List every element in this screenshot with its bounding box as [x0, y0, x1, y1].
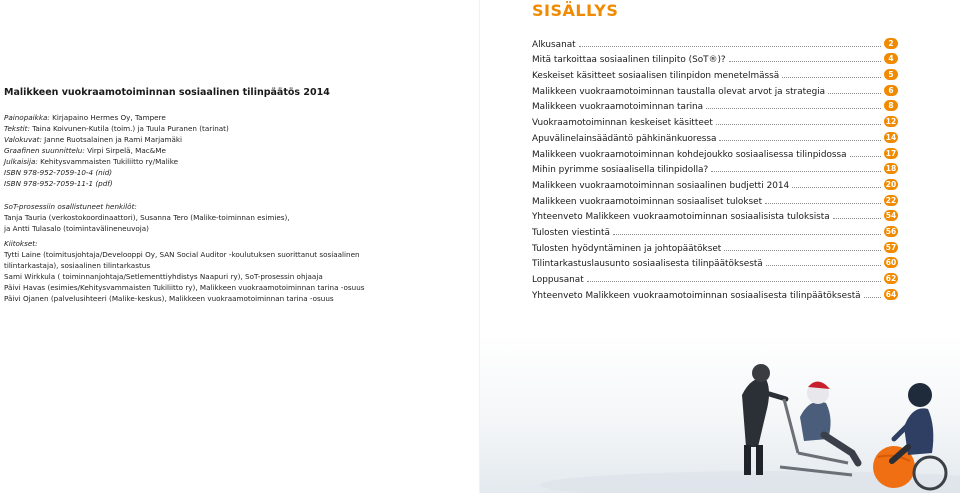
toc-item[interactable] — [532, 191, 898, 207]
graphic-label: Graafinen suunnittelu: — [4, 146, 85, 155]
toc-page-badge: 56 — [885, 226, 897, 236]
toc-dot-leader — [719, 140, 881, 141]
toc-item-label: Tulosten viestintä — [532, 227, 610, 238]
toc-item[interactable] — [532, 112, 898, 128]
toc-dot-leader — [766, 265, 881, 266]
toc-item[interactable] — [532, 285, 898, 301]
toc-dot-leader — [782, 77, 881, 78]
toc-page-badge: 20 — [885, 179, 897, 189]
toc-dot-leader — [864, 297, 881, 298]
graphic-value: Virpi Sirpelä, Mac&Me — [87, 146, 166, 155]
toc-item[interactable] — [532, 144, 898, 160]
toc-page-badge: 5 — [884, 69, 898, 80]
toc-item-label: Alkusanat — [532, 39, 576, 50]
toc-page-badge: 18 — [885, 164, 897, 174]
toc-page-badge: 14 — [885, 132, 897, 142]
toc-item-label: Apuvälinelainsäädäntö pähkinänkuoressa — [532, 133, 717, 144]
printing-value: Kirjapaino Hermes Oy, Tampere — [52, 113, 166, 122]
toc-item[interactable] — [532, 50, 898, 66]
photos-label: Valokuvat: — [4, 135, 42, 144]
toc-list — [532, 34, 898, 301]
toc-dot-leader — [765, 203, 881, 204]
toc-page-badge: 64 — [885, 289, 897, 299]
toc-page-badge: 2 — [884, 38, 898, 49]
toc-item-label: Vuokraamotoiminnan keskeiset käsitteet — [532, 118, 713, 129]
toc-item-label: Malikkeen vuokraamotoiminnan kohdejoukko sosiaalisessa tilinpidossa — [532, 149, 847, 160]
isbn-print: ISBN 978-952-7059-10-4 (nid) — [4, 168, 113, 177]
toc-page-badge: 57 — [885, 242, 897, 252]
toc-item[interactable] — [532, 175, 898, 191]
toc-item[interactable] — [532, 269, 898, 285]
toc-item-label: Mitä tarkoittaa sosiaalinen tilinpito (SoT®)? — [532, 55, 726, 66]
toc-item-label: Mihin pyrimme sosiaalisella tilinpidolla? — [532, 165, 709, 176]
toc-dot-leader — [828, 93, 881, 94]
toc-item-label: Malikkeen vuokraamotoiminnan sosiaalinen budjetti 2014 — [532, 180, 790, 191]
imprint-title: Malikkeen vuokraamotoiminnan sosiaalinen tilinpäätös 2014 — [4, 87, 330, 98]
toc-page-badge: 60 — [885, 258, 897, 268]
toc-page-badge: 12 — [885, 117, 897, 127]
toc-item[interactable] — [532, 222, 898, 238]
toc-dot-leader — [724, 250, 881, 251]
toc-page-badge: 8 — [884, 100, 898, 111]
toc-page-badge: 6 — [884, 85, 898, 96]
toc-item[interactable] — [532, 128, 898, 144]
toc-item-label: Tulosten hyödyntäminen ja johtopäätökset — [532, 243, 722, 254]
toc-item[interactable] — [532, 207, 898, 223]
texts-value: Taina Koivunen-Kutila (toim.) ja Tuula Puranen (tarinat) — [32, 124, 229, 133]
toc-dot-leader — [716, 124, 881, 125]
toc-item-label: Loppusanat — [532, 275, 584, 285]
toc-dot-leader — [587, 281, 881, 282]
toc-dot-leader — [833, 218, 881, 219]
toc-dot-leader — [579, 46, 881, 47]
toc-item[interactable] — [532, 34, 898, 50]
publisher-line — [4, 156, 178, 167]
toc-page-badge: 22 — [885, 195, 897, 205]
texts-line — [4, 123, 229, 134]
toc-dot-leader — [711, 171, 881, 172]
photos-line — [4, 134, 182, 145]
toc-item-label: Malikkeen vuokraamotoiminnan tarina — [532, 102, 704, 113]
toc-item[interactable] — [532, 65, 898, 81]
toc-item-label: Tilintarkastuslausunto sosiaalisesta tilinpäätöksestä — [532, 259, 763, 270]
toc-title: SISÄLLYS — [532, 1, 619, 20]
thanks-line: Tytti Laine (toimitusjohtaja/Develooppi Oy, SAN Social Auditor -koulutuksen suorittanut sosiaalinen — [4, 250, 360, 259]
toc-page-badge: 17 — [885, 148, 897, 158]
toc-dot-leader — [792, 187, 881, 188]
thanks-line: Sami Wirkkula ( toiminnanjohtaja/Setlementtiyhdistys Naapuri ry), SoT-prosessin ohjaaja — [4, 272, 323, 281]
publisher-value: Kehitysvammaisten Tukiliitto ry/Malike — [40, 157, 179, 166]
toc-page-badge: 4 — [884, 53, 898, 64]
toc-dot-leader — [729, 61, 881, 62]
thanks-line: Päivi Ojanen (palvelusihteeri (Malike-keskus), Malikkeen vuokraamotoiminnan tarina -osuus — [4, 294, 334, 303]
texts-label: Tekstit: — [4, 124, 30, 133]
toc-item-label: Yhteenveto Malikkeen vuokraamotoiminnan sosiaalisesta tilinpäätöksestä — [532, 290, 861, 301]
toc-item[interactable] — [532, 238, 898, 254]
thanks-heading: Kiitokset: — [4, 239, 38, 248]
toc-item-label: Keskeiset käsitteet sosiaalisen tilinpidon menetelmässä — [532, 71, 780, 82]
toc-item[interactable] — [532, 81, 898, 97]
isbn-pdf: ISBN 978-952-7059-11-1 (pdf) — [4, 179, 113, 188]
toc-item[interactable] — [532, 160, 898, 176]
photos-value: Janne Ruotsalainen ja Rami Marjamäki — [44, 135, 183, 144]
winter-sled-photo-icon — [480, 335, 960, 493]
toc-item-label: Malikkeen vuokraamotoiminnan taustalla olevat arvot ja strategia — [532, 86, 826, 97]
toc-dot-leader — [613, 234, 881, 235]
publisher-label: Julkaisija: — [4, 157, 38, 166]
persons-heading: SoT-prosessiin osallistuneet henkilöt: — [4, 202, 137, 211]
toc-dot-leader — [706, 108, 881, 109]
graphic-line — [4, 145, 166, 156]
thanks-line: tilintarkastaja), sosiaalinen tilintarkastus — [4, 261, 151, 270]
thanks-line: Päivi Havas (esimies/Kehitysvammaisten Tukiliitto ry), Malikkeen vuokraamotoiminnan tarina -osuus — [4, 283, 365, 292]
toc-item-label: Malikkeen vuokraamotoiminnan sosiaaliset tulokset — [532, 196, 763, 207]
persons-line: Tanja Tauria (verkostokoordinaattori), Susanna Tero (Malike-toiminnan esimies), — [4, 213, 290, 222]
toc-page-badge: 62 — [885, 274, 897, 283]
toc-item-label: Yhteenveto Malikkeen vuokraamotoiminnan sosiaalisista tuloksista — [532, 212, 830, 223]
persons-line: ja Antti Tulasalo (toimintavälineneuvoja) — [4, 224, 149, 233]
toc-item[interactable] — [532, 254, 898, 270]
winter-sled-photo — [480, 335, 960, 493]
printing-label: Painopaikka: — [4, 113, 50, 122]
toc-page-badge: 54 — [885, 211, 897, 221]
toc-dot-leader — [850, 156, 881, 157]
printing-line — [4, 112, 166, 123]
toc-item[interactable] — [532, 97, 898, 113]
